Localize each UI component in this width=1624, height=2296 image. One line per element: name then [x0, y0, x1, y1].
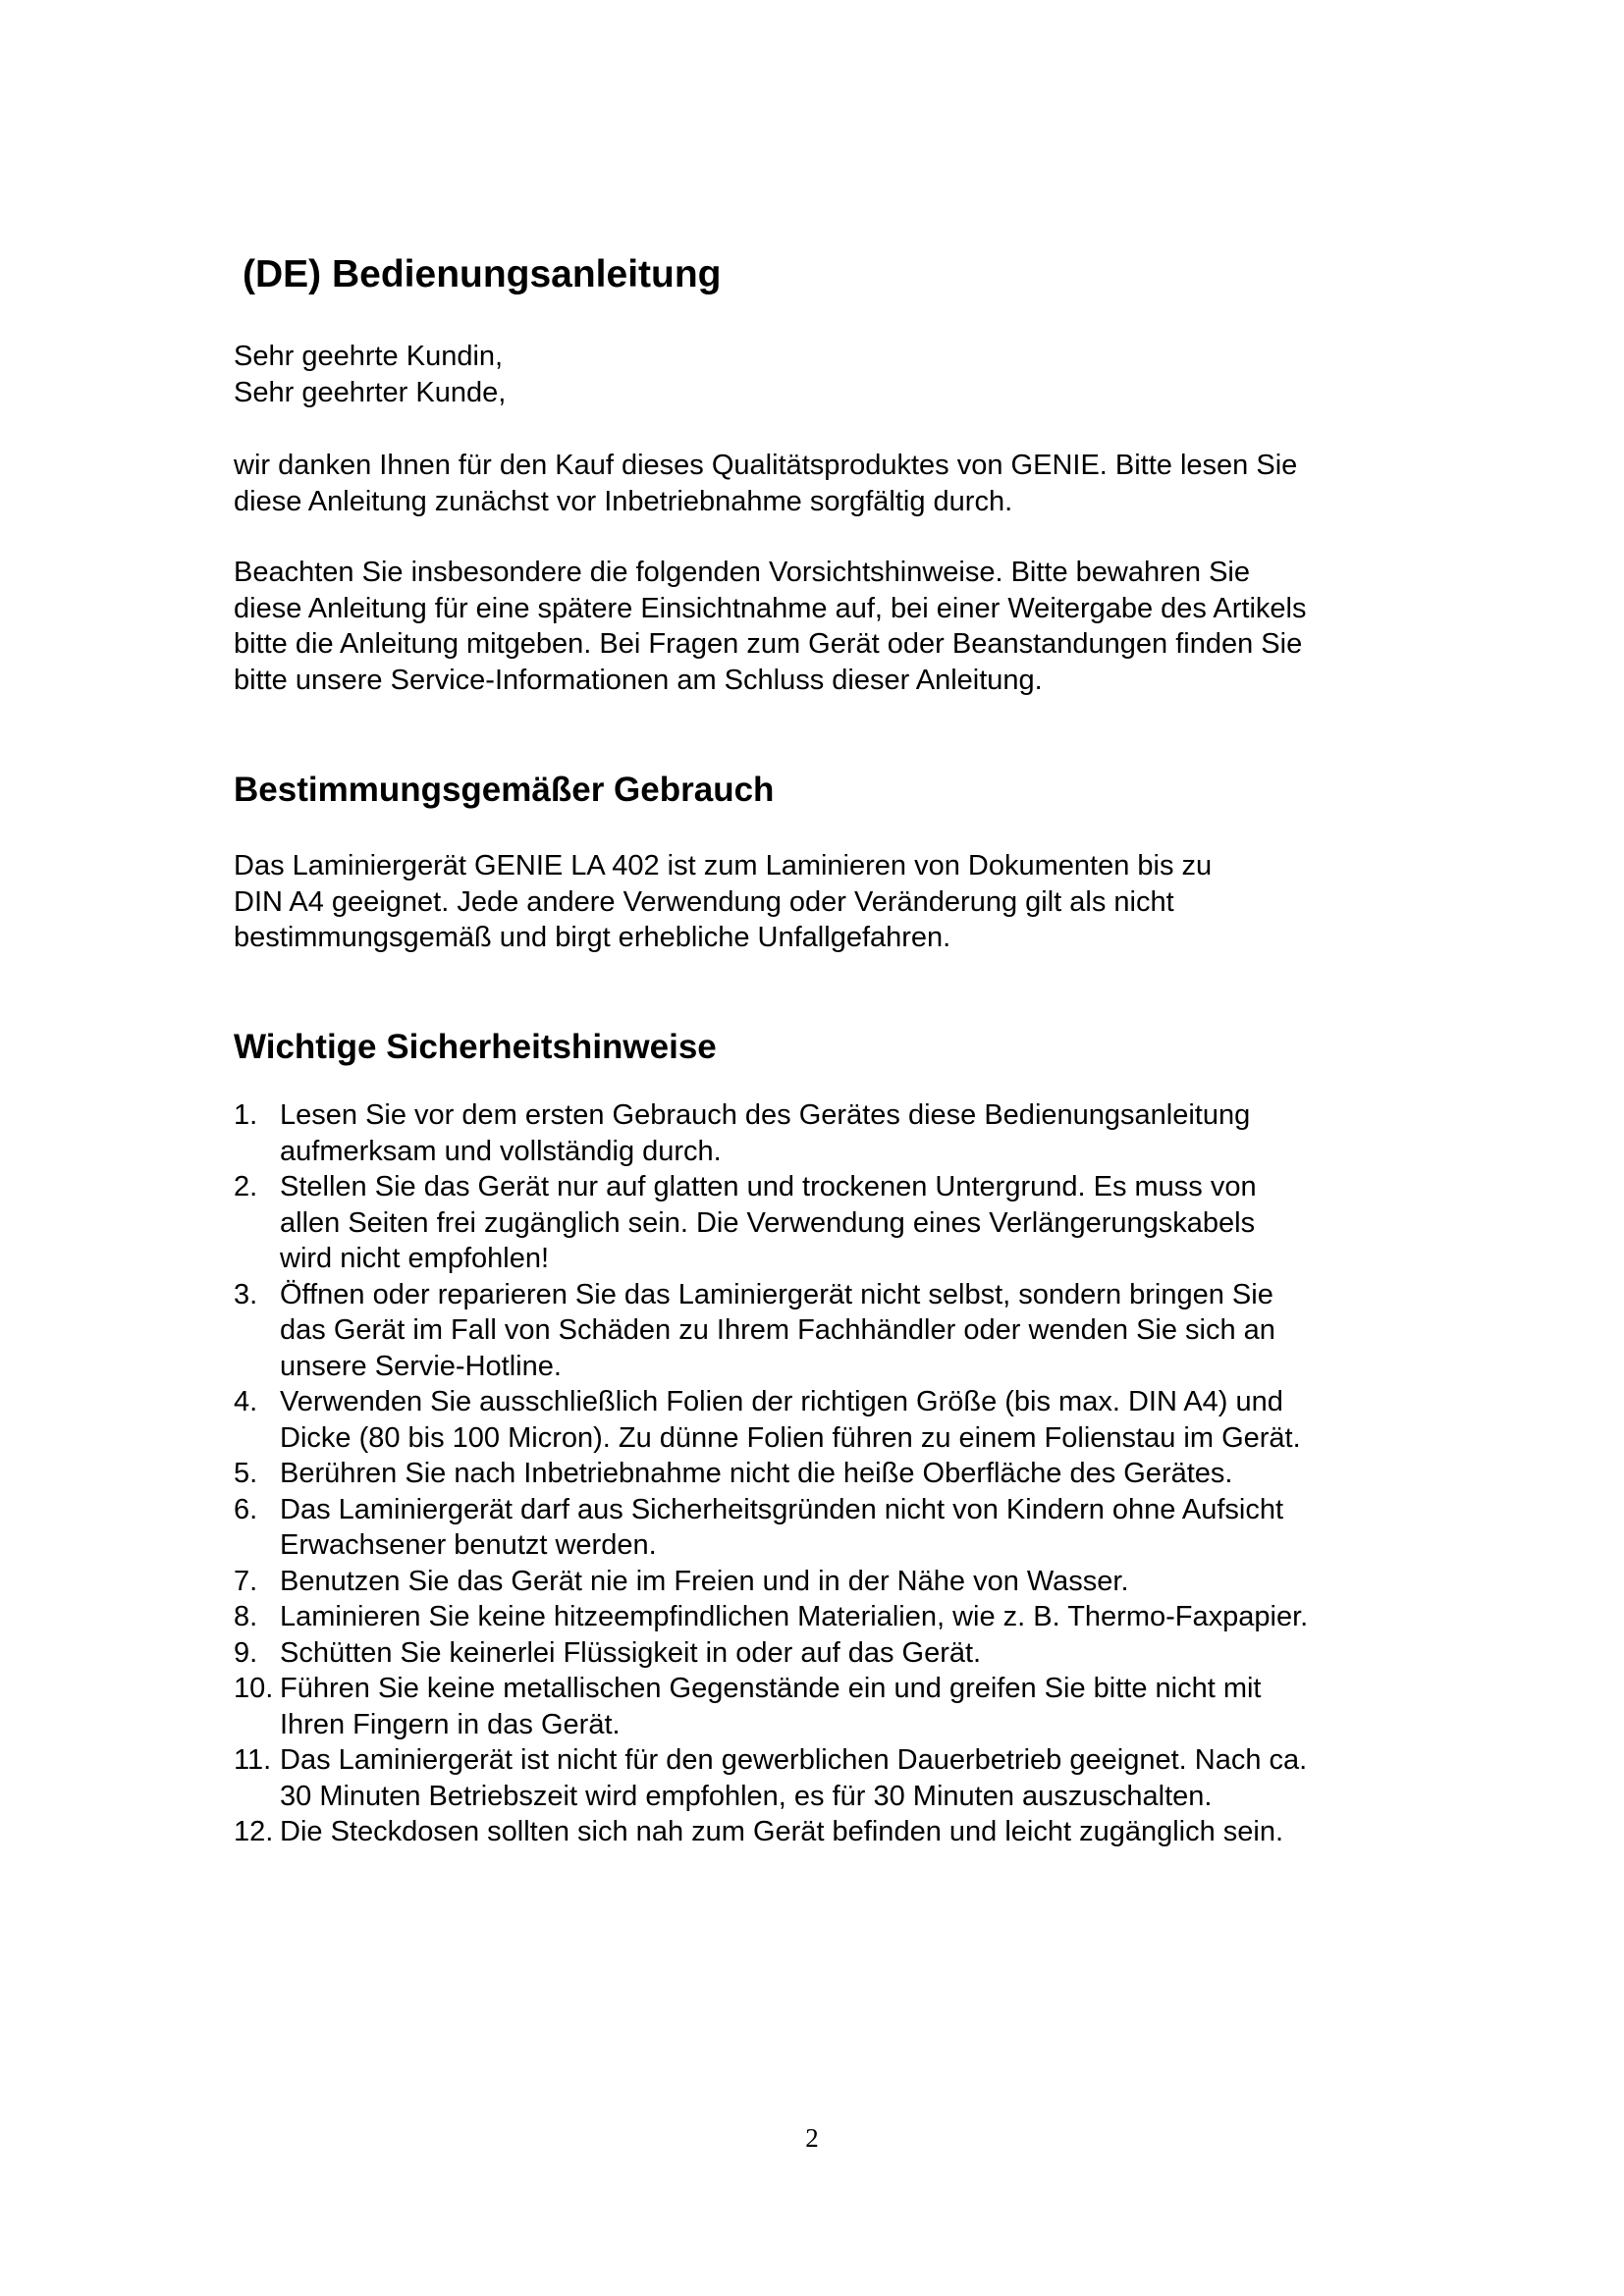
intro-line: diese Anleitung zunächst vor Inbetriebnahme sorgfältig durch. [234, 485, 1013, 517]
intro-line: wir danken Ihnen für den Kauf dieses Qualitätsproduktes von GENIE. Bitte lesen Sie [234, 450, 1298, 481]
safety-heading: Wichtige Sicherheitshinweise [234, 1028, 717, 1066]
safety-item [234, 1635, 1461, 1672]
safety-item-line: Schütten Sie keinerlei Flüssigkeit in oder auf das Gerät. [280, 1636, 982, 1669]
safety-item-number: 9. [234, 1636, 258, 1669]
safety-item-line: Laminieren Sie keine hitzeempfindlichen Materialien, wie z. B. Thermo-Faxpapier. [280, 1601, 1309, 1632]
greeting-line: Sehr geehrter Kunde, [234, 376, 507, 408]
safety-item [234, 1169, 1461, 1277]
safety-item [234, 1742, 1461, 1814]
notice-line: diese Anleitung für eine spätere Einsichtnahme auf, bei einer Weitergabe des Artikels [234, 592, 1307, 624]
safety-item-line: Berühren Sie nach Inbetriebnahme nicht die heiße Oberfläche des Gerätes. [280, 1458, 1233, 1489]
safety-item-line: unsere Servie-Hotline. [280, 1350, 562, 1382]
safety-item-line: Lesen Sie vor dem ersten Gebrauch des Gerätes diese Bedienungsanleitung [280, 1099, 1251, 1131]
notice-line: bitte die Anleitung mitgeben. Bei Fragen zum Gerät oder Beanstandungen finden Sie [234, 628, 1303, 660]
notice-line: bitte unsere Service-Informationen am Schluss dieser Anleitung. [234, 664, 1043, 696]
safety-item [234, 1277, 1461, 1385]
safety-item-line: Ihren Fingern in das Gerät. [280, 1708, 621, 1740]
intended-use-line: DIN A4 geeignet. Jede andere Verwendung oder Veränderung gilt als nicht [234, 885, 1174, 918]
safety-item [234, 1599, 1461, 1635]
safety-item-line: Stellen Sie das Gerät nur auf glatten und trockenen Untergrund. Es muss von [280, 1171, 1257, 1202]
intended-use-heading: Bestimmungsgemäßer Gebrauch [234, 771, 775, 809]
page-number: 2 [805, 2123, 819, 2153]
intended-use-paragraph [234, 848, 1441, 956]
safety-item-number: 8. [234, 1601, 258, 1632]
safety-item [234, 1564, 1461, 1600]
safety-item-line: Verwenden Sie ausschließlich Folien der richtigen Größe (bis max. DIN A4) und [280, 1386, 1283, 1417]
safety-item-number: 6. [234, 1493, 258, 1525]
safety-item-line: Das Laminiergerät darf aus Sicherheitsgründen nicht von Kindern ohne Aufsicht [280, 1493, 1284, 1525]
safety-item [234, 1456, 1461, 1492]
safety-item [234, 1097, 1461, 1169]
greeting-line: Sehr geehrte Kundin, [234, 341, 504, 372]
safety-item-line: 30 Minuten Betriebszeit wird empfohlen, es für 30 Minuten auszuschalten. [280, 1780, 1213, 1812]
intended-use-line: Das Laminiergerät GENIE LA 402 ist zum Laminieren von Dokumenten bis zu [234, 850, 1213, 881]
safety-item [234, 1492, 1461, 1564]
safety-item-number: 1. [234, 1099, 258, 1131]
safety-item-number: 3. [234, 1278, 258, 1310]
intended-use-line: bestimmungsgemäß und birgt erhebliche Unfallgefahren. [234, 922, 951, 953]
safety-list [234, 1097, 1461, 1850]
safety-item-line: Führen Sie keine metallischen Gegenstände ein und greifen Sie bitte nicht mit [280, 1673, 1262, 1704]
safety-item [234, 1384, 1461, 1456]
safety-item-number: 12. [234, 1816, 274, 1847]
safety-item-line: Öffnen oder reparieren Sie das Laminiergerät nicht selbst, sondern bringen Sie [280, 1278, 1273, 1310]
safety-item-number: 4. [234, 1386, 258, 1417]
intro-paragraph [234, 448, 1441, 519]
page-title: (DE) Bedienungsanleitung [243, 253, 722, 295]
safety-item-line: das Gerät im Fall von Schäden zu Ihrem Fachhändler oder wenden Sie sich an [280, 1314, 1275, 1346]
safety-item-number: 5. [234, 1458, 258, 1489]
safety-item-line: Die Steckdosen sollten sich nah zum Gerät befinden und leicht zugänglich sein. [280, 1816, 1284, 1847]
safety-item-line: Das Laminiergerät ist nicht für den gewerblichen Dauerbetrieb geeignet. Nach ca. [280, 1744, 1308, 1776]
safety-item-line: wird nicht empfohlen! [280, 1243, 550, 1274]
greeting [234, 339, 1441, 410]
safety-item-number: 7. [234, 1565, 258, 1597]
safety-item [234, 1814, 1461, 1850]
safety-item-number: 11. [234, 1744, 272, 1776]
safety-item-line: Erwachsener benutzt werden. [280, 1529, 657, 1561]
safety-item [234, 1671, 1461, 1742]
notice-line: Beachten Sie insbesondere die folgenden Vorsichtshinweise. Bitte bewahren Sie [234, 557, 1251, 588]
safety-item-line: Benutzen Sie das Gerät nie im Freien und in der Nähe von Wasser. [280, 1565, 1129, 1597]
safety-item-number: 2. [234, 1171, 258, 1202]
safety-item-line: aufmerksam und vollständig durch. [280, 1135, 722, 1167]
safety-item-number: 10. [234, 1673, 274, 1704]
notice-paragraph [234, 555, 1441, 698]
safety-item-line: allen Seiten frei zugänglich sein. Die Verwendung eines Verlängerungskabels [280, 1206, 1256, 1239]
safety-item-line: Dicke (80 bis 100 Micron). Zu dünne Folien führen zu einem Folienstau im Gerät. [280, 1421, 1301, 1454]
